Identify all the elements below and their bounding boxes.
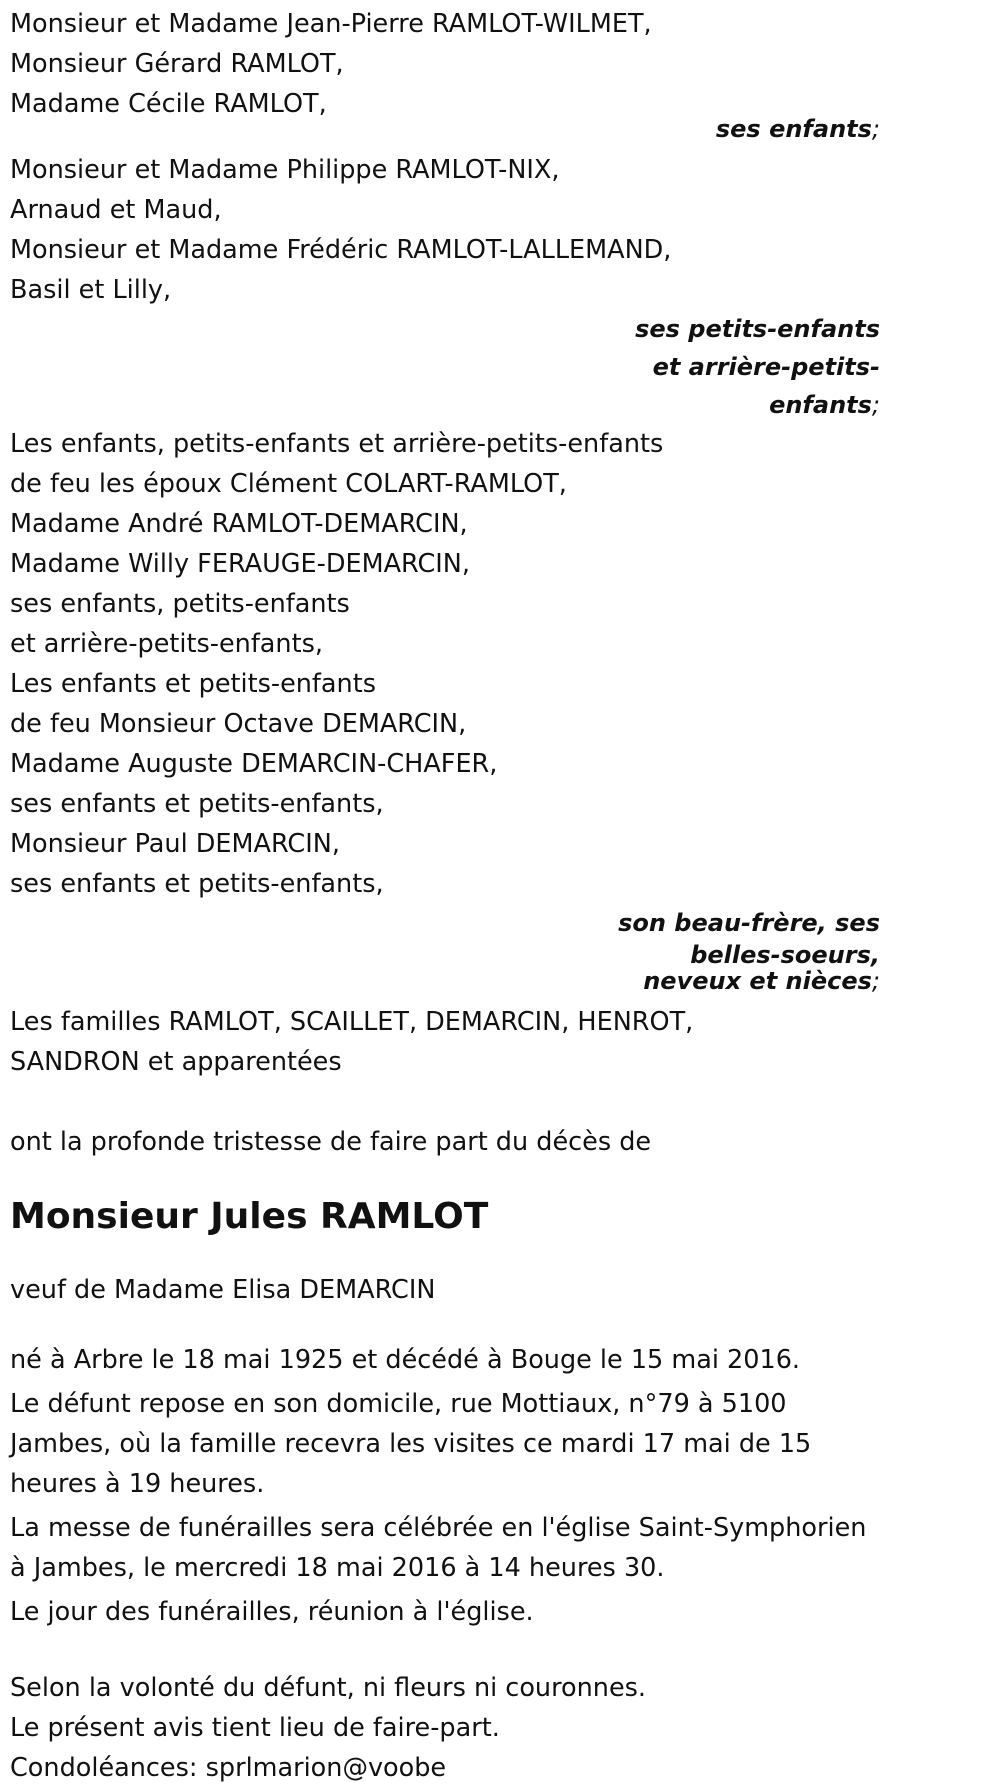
extended-line: de feu les époux Clément COLART-RAMLOT, <box>10 469 567 499</box>
grandchildren-line: Monsieur et Madame Frédéric RAMLOT-LALLEMAND, <box>10 235 672 265</box>
extended-line: de feu Monsieur Octave DEMARCIN, <box>10 709 467 739</box>
children-line: Monsieur Gérard RAMLOT, <box>10 49 344 79</box>
children-group <box>10 4 880 148</box>
closing-line: Le présent avis tient lieu de faire-part. <box>10 1713 500 1743</box>
extended-line: ses enfants et petits-enfants, <box>10 869 384 899</box>
grandchildren-relation <box>10 386 880 424</box>
extended-relation-line: son beau-frère, ses <box>618 909 880 937</box>
children-relation-text: ses enfants <box>715 115 872 143</box>
grandchildren-relation-line: et arrière-petits- <box>652 353 880 381</box>
details-section <box>10 1340 880 1632</box>
children-line: Monsieur et Madame Jean-Pierre RAMLOT-WILMET, <box>10 9 652 39</box>
visitation-text: Le défunt repose en son domicile, rue Mottiaux, n°79 à 5100 Jambes, où la famille recevra les visites ce mardi 17 mai de 15 heures à 19 heures. <box>10 1389 812 1499</box>
extended-line: Madame Auguste DEMARCIN-CHAFER, <box>10 749 498 779</box>
grandchildren-line: Basil et Lilly, <box>10 275 172 305</box>
relation-semicolon: ; <box>871 967 880 995</box>
widower-text: veuf de Madame Elisa DEMARCIN <box>10 1275 436 1305</box>
extended-line: et arrière-petits-enfants, <box>10 629 323 659</box>
announcement-text: ont la profonde tristesse de faire part du décès de <box>10 1127 652 1157</box>
families-line: Les familles RAMLOT, SCAILLET, DEMARCIN, HENROT, <box>10 1007 694 1037</box>
relation-semicolon: ; <box>871 391 880 419</box>
meeting-text: Le jour des funérailles, réunion à l'église. <box>10 1597 534 1627</box>
extended-line: ses enfants, petits-enfants <box>10 589 350 619</box>
extended-line: Madame Willy FERAUGE-DEMARCIN, <box>10 549 470 579</box>
children-line: Madame Cécile RAMLOT, <box>10 89 327 119</box>
grandchildren-relation-line: ses petits-enfants <box>635 315 880 343</box>
families-line: SANDRON et apparentées <box>10 1047 342 1077</box>
relation-semicolon: ; <box>871 115 880 143</box>
grandchildren-relation-text: enfants <box>769 391 872 419</box>
extended-family-group <box>10 424 880 994</box>
extended-line: Les enfants, petits-enfants et arrière-petits-enfants <box>10 429 664 459</box>
closing-line: Selon la volonté du défunt, ni fleurs ni couronnes. <box>10 1673 647 1703</box>
obituary-content <box>10 0 880 1788</box>
closing-section <box>10 1668 880 1788</box>
families-group <box>10 1002 880 1082</box>
extended-line: ses enfants et petits-enfants, <box>10 789 384 819</box>
extended-relation-text: neveux et nièces <box>643 967 872 995</box>
deceased-name: Monsieur Jules RAMLOT <box>10 1196 489 1237</box>
grandchildren-line: Monsieur et Madame Philippe RAMLOT-NIX, <box>10 155 560 185</box>
condolences-line: Condoléances: sprlmarion@voobe <box>10 1753 447 1783</box>
grandchildren-group <box>10 150 880 424</box>
mass-text: La messe de funérailles sera célébrée en l'église Saint-Symphorien à Jambes, le mercredi 18 mai 2016 à 14 heures 30. <box>10 1513 867 1583</box>
extended-line: Madame André RAMLOT-DEMARCIN, <box>10 509 468 539</box>
extended-line: Les enfants et petits-enfants <box>10 669 376 699</box>
extended-line: Monsieur Paul DEMARCIN, <box>10 829 340 859</box>
extended-relation <box>10 968 880 994</box>
birth-death-text: né à Arbre le 18 mai 1925 et décédé à Bouge le 15 mai 2016. <box>10 1345 801 1375</box>
grandchildren-line: Arnaud et Maud, <box>10 195 222 225</box>
extended-relation-line: belles-soeurs, <box>690 941 880 969</box>
